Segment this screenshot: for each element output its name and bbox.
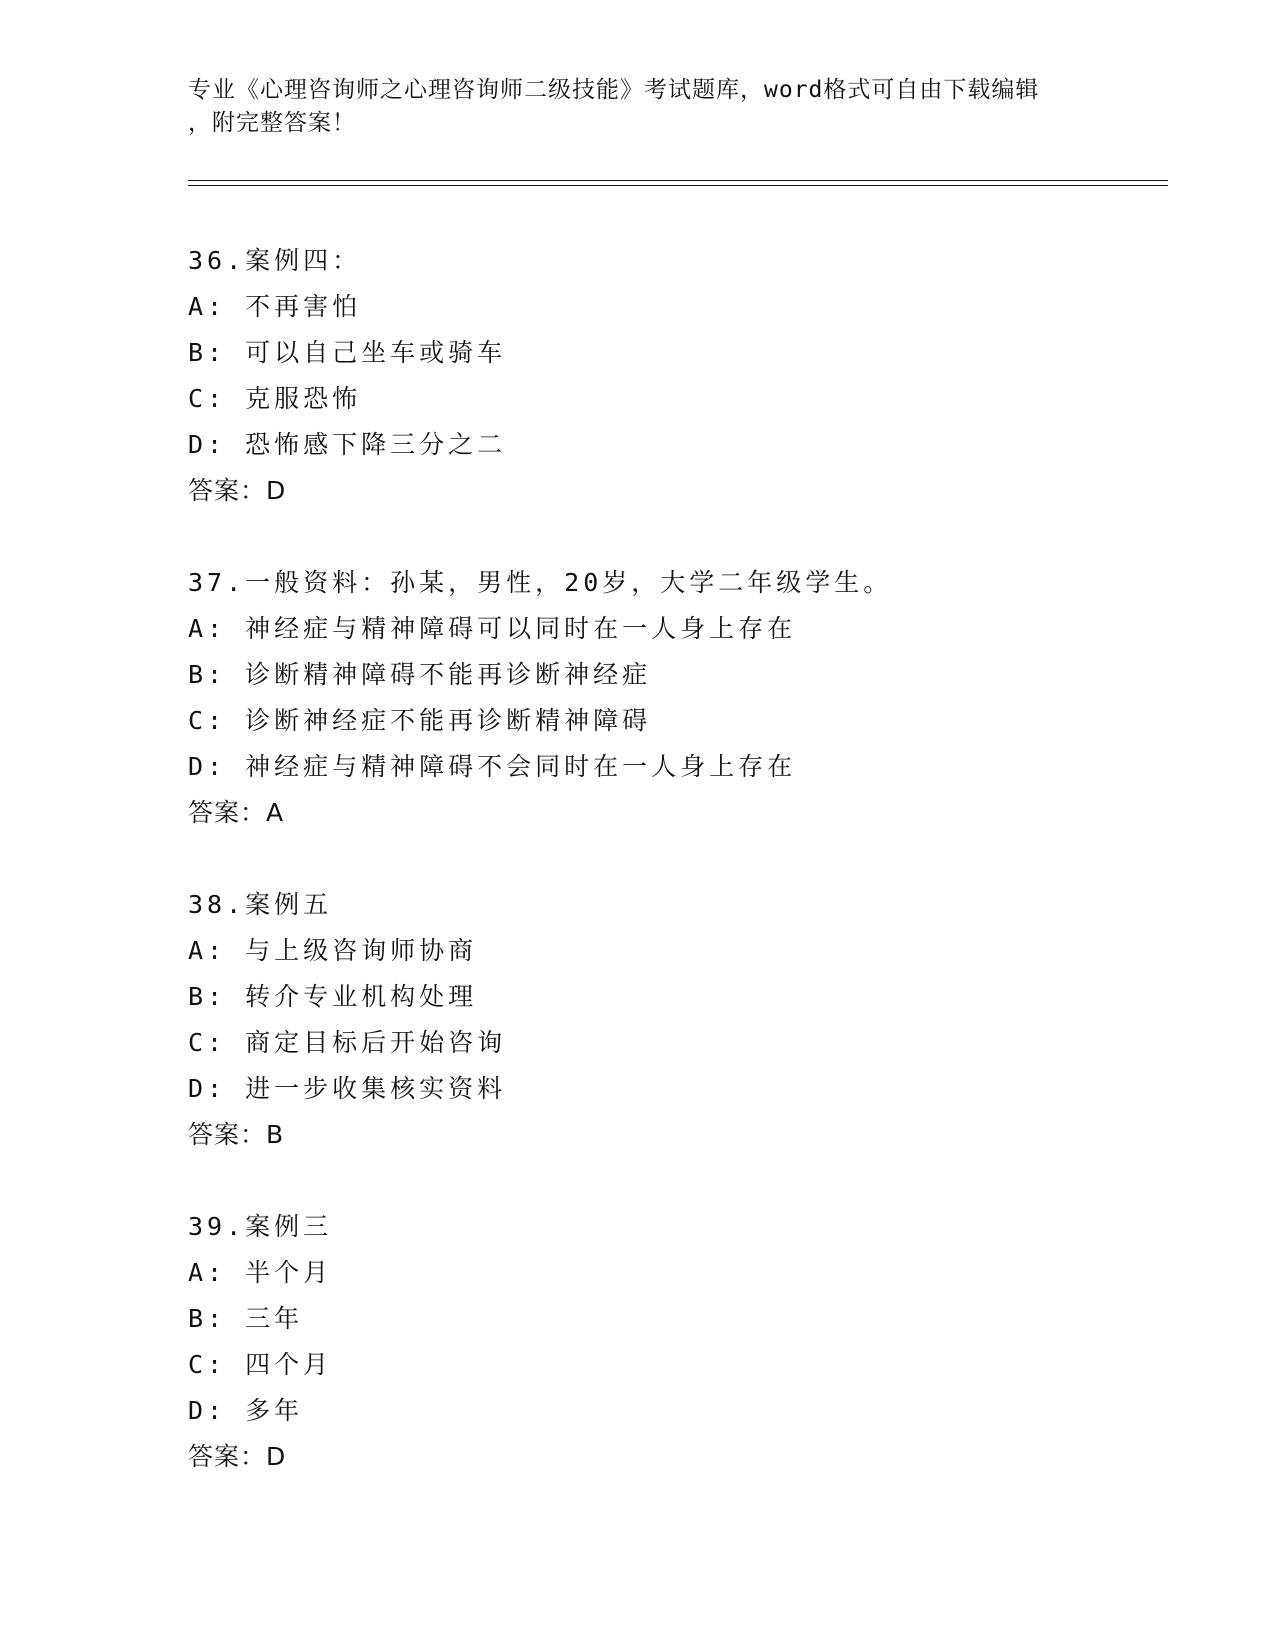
option-a: A: 半个月 [188,1258,333,1287]
question-38 [188,882,1168,1158]
header-divider-bottom [188,185,1168,186]
question-stem: 39.案例三 [188,1212,333,1241]
question-stem: 36.案例四： [188,246,362,275]
option-c: C: 诊断神经症不能再诊断精神障碍 [188,706,652,735]
answer: 答案：A [188,798,285,827]
option-d: D: 恐怖感下降三分之二 [188,430,507,459]
option-d: D: 多年 [188,1396,304,1425]
answer: 答案：D [188,1442,287,1471]
option-d: D: 进一步收集核实资料 [188,1074,507,1103]
option-b: B: 三年 [188,1304,304,1333]
option-c: C: 商定目标后开始咨询 [188,1028,507,1057]
answer: 答案：B [188,1120,285,1149]
option-a: A: 不再害怕 [188,292,362,321]
option-a: A: 与上级咨询师协商 [188,936,478,965]
answer: 答案：D [188,476,287,505]
question-stem: 37.一般资料：孙某，男性，20岁，大学二年级学生。 [188,568,893,597]
header-divider-top [188,180,1168,181]
option-b: B: 转介专业机构处理 [188,982,478,1011]
question-37 [188,560,1168,836]
document-header: 专业《心理咨询师之心理咨询师二级技能》考试题库，word格式可自由下载编辑 ，附完整答案！ [188,77,1040,136]
option-c: C: 克服恐怖 [188,384,362,413]
option-b: B: 诊断精神障碍不能再诊断神经症 [188,660,652,689]
question-36 [188,238,1168,514]
option-b: B: 可以自己坐车或骑车 [188,338,507,367]
question-39 [188,1204,1168,1480]
option-c: C: 四个月 [188,1350,333,1379]
option-a: A: 神经症与精神障碍可以同时在一人身上存在 [188,614,797,643]
option-d: D: 神经症与精神障碍不会同时在一人身上存在 [188,752,797,781]
question-stem: 38.案例五 [188,890,333,919]
